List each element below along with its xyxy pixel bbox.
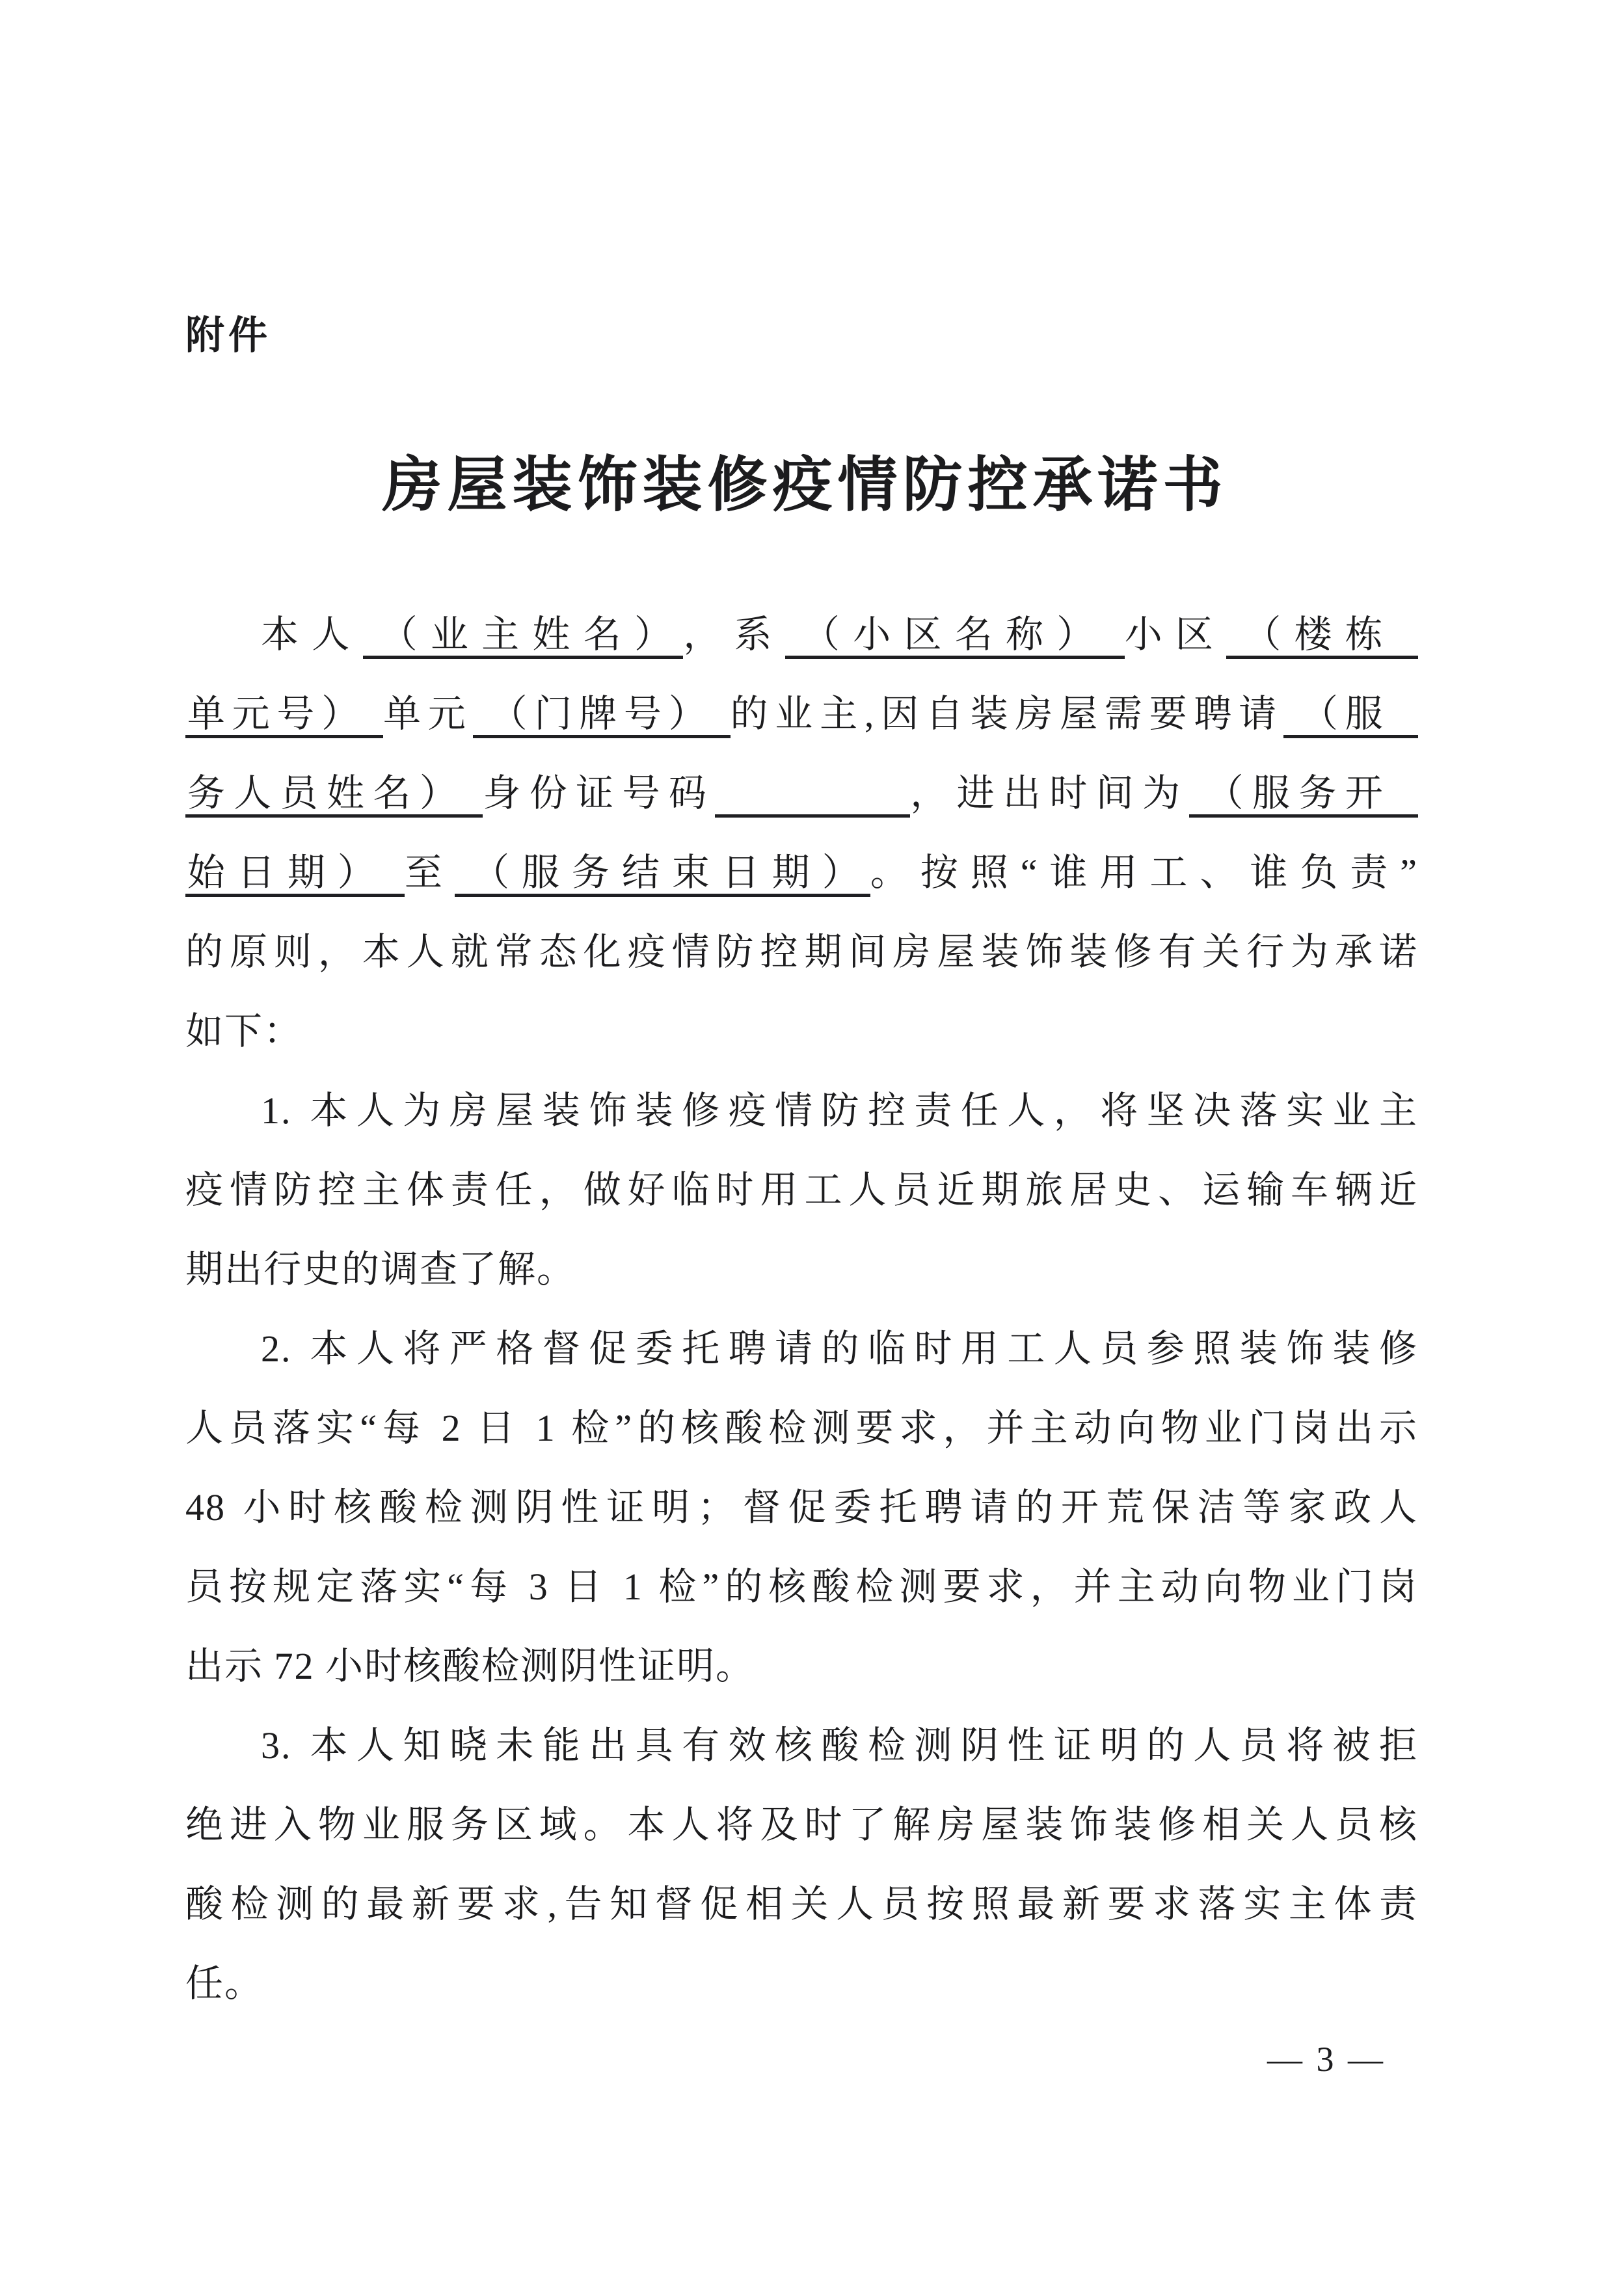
underlined-fill-in-text: （业主姓名） — [363, 613, 684, 659]
text-line — [185, 754, 1418, 833]
underlined-fill-in-text: （门牌号） — [473, 693, 731, 738]
text-line — [185, 1389, 1418, 1468]
underlined-fill-in-text: 单元号） — [185, 693, 383, 738]
underlined-fill-in-text: （服务开 — [1189, 772, 1418, 818]
text-segment: 本人 — [261, 613, 363, 656]
text-segment: 单元 — [383, 693, 473, 735]
text-segment: 的业主,因自装房屋需要聘请 — [730, 693, 1283, 735]
text-segment: 至 — [404, 851, 455, 894]
text-segment: 员按规定落实“每 3 日 1 检”的核酸检测要求，并主动向物业门岗 — [185, 1566, 1418, 1608]
underlined-fill-in-text: 始日期） — [185, 851, 405, 897]
document-body — [185, 595, 1418, 2023]
document-title: 房屋装饰装修疫情防控承诺书 — [382, 452, 1228, 518]
text-segment: 如下： — [185, 1010, 303, 1052]
text-line — [185, 1627, 1418, 1706]
text-line — [185, 833, 1418, 913]
text-segment: 。按照“谁用工、谁负责” — [870, 851, 1418, 894]
text-segment: 小区 — [1124, 613, 1227, 656]
text-segment: 任。 — [185, 1962, 264, 2005]
text-segment: 的原则，本人就常态化疫情防控期间房屋装饰装修有关行为承诺 — [185, 931, 1418, 973]
page-number: — 3 — — [1267, 2040, 1386, 2079]
text-line — [185, 1706, 1418, 1785]
text-line — [185, 1468, 1418, 1547]
text-segment: 期出行史的调查了解。 — [185, 1248, 576, 1290]
text-line — [185, 1071, 1418, 1151]
text-line — [185, 674, 1418, 754]
text-line — [185, 1309, 1418, 1389]
fill-in-blank — [715, 772, 910, 818]
text-segment: ，系 — [683, 613, 785, 656]
text-segment: 人员落实“每 2 日 1 检”的核酸检测要求，并主动向物业门岗出示 — [185, 1407, 1418, 1449]
text-line — [185, 992, 1418, 1071]
text-line — [185, 1230, 1418, 1309]
text-line — [185, 1785, 1418, 1865]
text-segment: 出示 72 小时核酸检测阴性证明。 — [185, 1645, 755, 1687]
underlined-fill-in-text: （服 — [1283, 693, 1418, 738]
text-segment: 酸检测的最新要求,告知督促相关人员按照最新要求落实主体责 — [185, 1883, 1418, 1925]
text-segment: 绝进入物业服务区域。本人将及时了解房屋装饰装修相关人员核 — [185, 1804, 1418, 1846]
text-segment: ，进出时间为 — [910, 772, 1189, 814]
attachment-label: 附件 — [185, 314, 271, 357]
text-segment: 2. 本人将严格督促委托聘请的临时用工人员参照装饰装修 — [261, 1328, 1418, 1370]
underlined-fill-in-text: （服务结束日期） — [455, 851, 870, 897]
text-line — [185, 1547, 1418, 1627]
underlined-fill-in-text: （楼栋 — [1226, 613, 1418, 659]
underlined-fill-in-text: （小区名称） — [785, 613, 1125, 659]
text-segment: 3. 本人知晓未能出具有效核酸检测阴性证明的人员将被拒 — [261, 1724, 1418, 1767]
text-segment: 疫情防控主体责任，做好临时用工人员近期旅居史、运输车辆近 — [185, 1169, 1418, 1211]
text-segment: 身份证号码 — [483, 772, 716, 814]
text-line — [185, 1151, 1418, 1230]
underlined-fill-in-text: 务人员姓名） — [185, 772, 483, 818]
text-segment: 48 小时核酸检测阴性证明；督促委托聘请的开荒保洁等家政人 — [185, 1486, 1418, 1528]
text-line — [185, 913, 1418, 992]
text-line — [185, 1865, 1418, 1944]
text-line — [185, 1944, 1418, 2023]
text-line — [185, 595, 1418, 674]
text-segment: 1. 本人为房屋装饰装修疫情防控责任人，将坚决落实业主 — [261, 1089, 1418, 1132]
